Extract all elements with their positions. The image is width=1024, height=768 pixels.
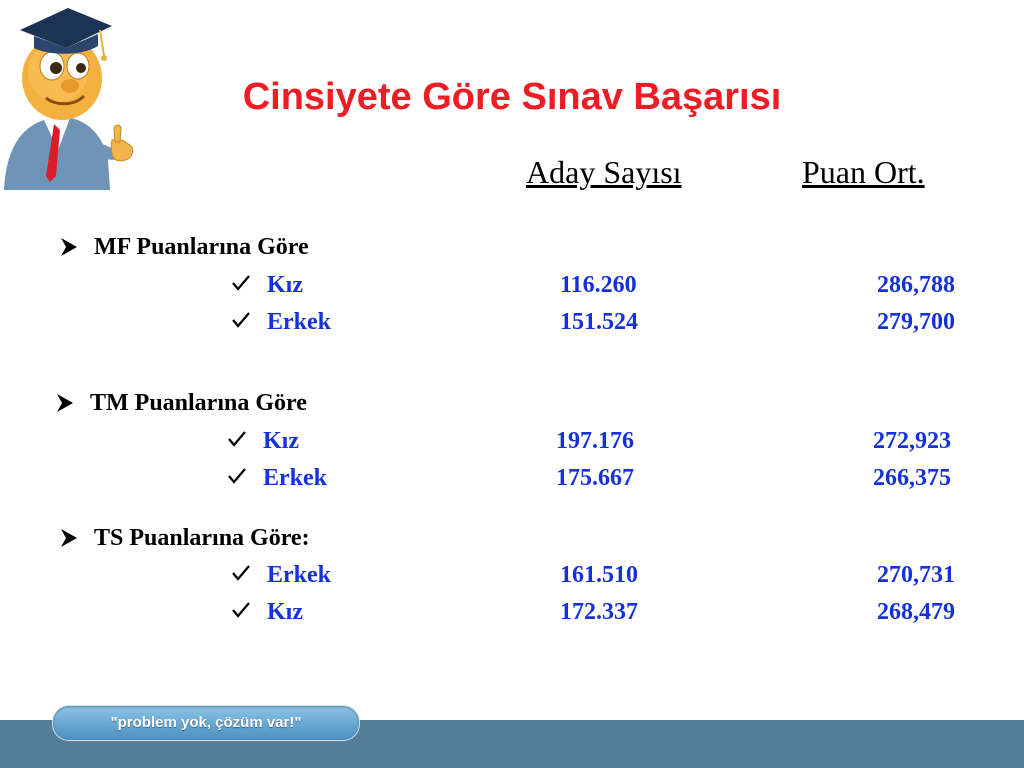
puan-value: 279,700: [877, 309, 955, 335]
checkmark-icon: [232, 601, 250, 621]
aday-value: 151.524: [560, 309, 638, 335]
puan-value: 266,375: [873, 465, 951, 491]
arrowhead-icon: [56, 393, 74, 415]
page-title: Cinsiyete Göre Sınav Başarısı: [242, 76, 782, 118]
checkmark-icon: [228, 430, 246, 450]
checkmark-icon: [232, 564, 250, 584]
aday-value: 172.337: [560, 599, 638, 625]
arrowhead-icon: [60, 237, 78, 259]
puan-value: 268,479: [877, 599, 955, 625]
aday-value: 161.510: [560, 562, 638, 588]
aday-value: 116.260: [560, 272, 637, 298]
section-heading-tm: TM Puanlarına Göre: [90, 390, 307, 416]
section-heading-ts: TS Puanlarına Göre:: [94, 525, 310, 551]
slogan-banner: [52, 705, 360, 741]
checkmark-icon: [232, 274, 250, 294]
column-header-puan-ort: Puan Ort.: [802, 154, 925, 190]
puan-value: 270,731: [877, 562, 955, 588]
row-label: Erkek: [267, 562, 332, 588]
arrowhead-icon: [60, 528, 78, 550]
puan-value: 272,923: [873, 428, 951, 454]
section-heading-mf: MF Puanlarına Göre: [94, 234, 309, 260]
aday-value: 175.667: [556, 465, 634, 491]
row-label: Erkek: [267, 309, 332, 335]
row-label: Erkek: [263, 465, 328, 491]
checkmark-icon: [228, 467, 246, 487]
aday-value: 197.176: [556, 428, 634, 454]
row-label: Kız: [267, 272, 303, 298]
checkmark-icon: [232, 311, 250, 331]
slogan-text: "problem yok, çözüm var!": [110, 714, 302, 731]
column-header-aday-sayisi: Aday Sayısı: [526, 154, 682, 190]
row-label: Kız: [263, 428, 299, 454]
puan-value: 286,788: [877, 272, 955, 298]
row-label: Kız: [267, 599, 303, 625]
